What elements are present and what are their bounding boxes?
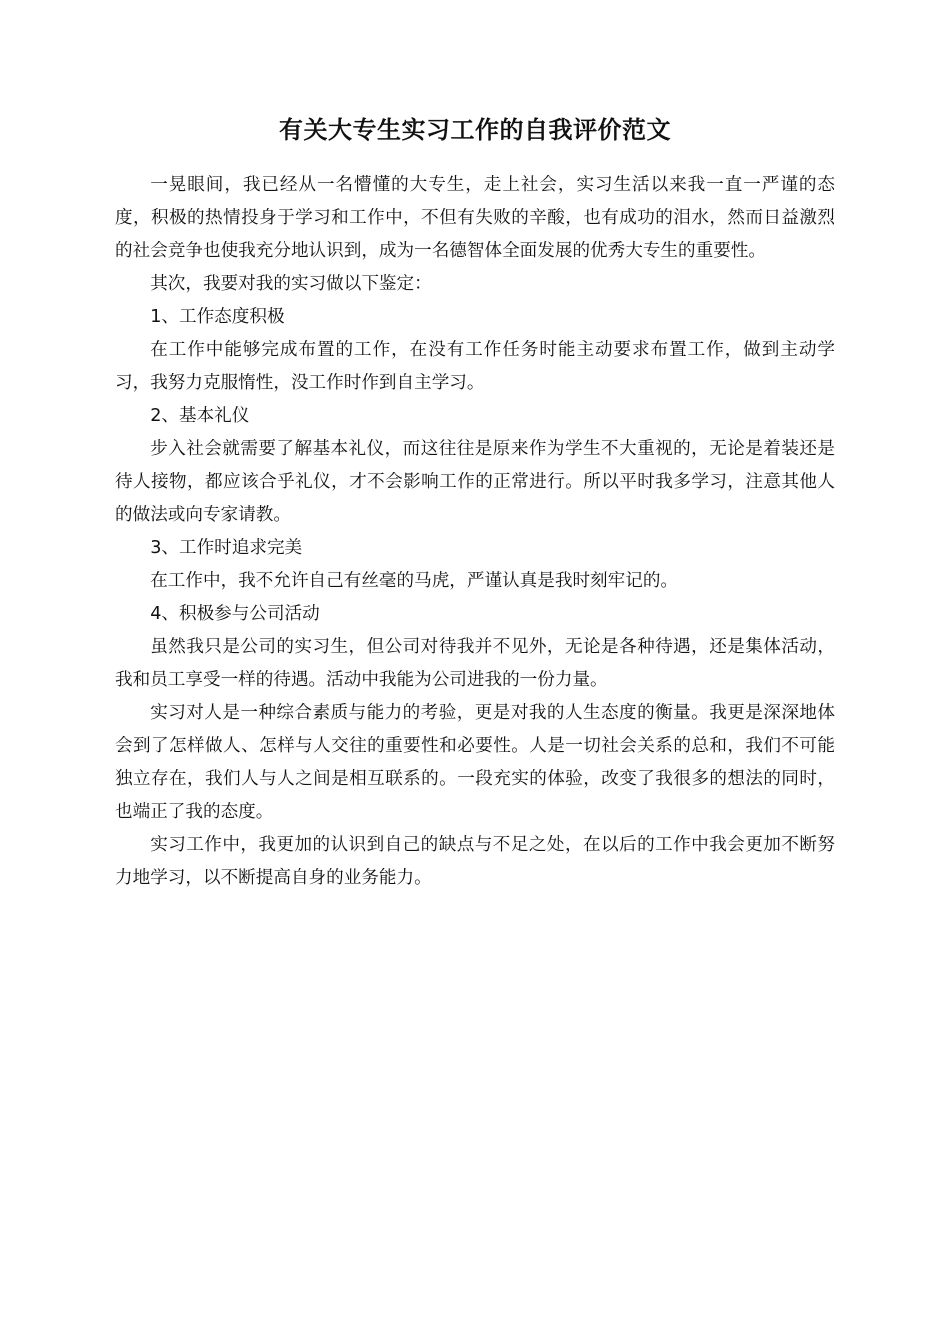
section-heading-perfection: 3、工作时追求完美	[150, 538, 303, 558]
paragraph-conclusion: 实习工作中，我更加的认识到自己的缺点与不足之处，在以后的工作中我会更加不断努力地学习，以不断提高自身的业务能力。	[115, 835, 835, 888]
document-title: 有关大专生实习工作的自我评价范文	[279, 116, 671, 144]
paragraph-etiquette: 步入社会就需要了解基本礼仪，而这往往是原来作为学生不大重视的，无论是着装还是待人接物，都应该合乎礼仪，才不会影响工作的正常进行。所以平时我多学习，注意其他人的做法或向专家请教。	[115, 439, 835, 525]
paragraph-intro: 一晃眼间，我已经从一名懵懂的大专生，走上社会，实习生活以来我一直一严谨的态度，积极的热情投身于学习和工作中，不但有失败的辛酸，也有成功的泪水，然而日益激烈的社会竞争也使我充分地认识到，成为一名德智体全面发展的优秀大专生的重要性。	[115, 175, 835, 261]
section-heading-etiquette: 2、基本礼仪	[150, 406, 250, 426]
paragraph-company-activities: 虽然我只是公司的实习生，但公司对待我并不见外，无论是各种待遇，还是集体活动，我和员工享受一样的待遇。活动中我能为公司进我的一份力量。	[115, 637, 835, 690]
paragraph-perfection: 在工作中，我不允许自己有丝毫的马虎，严谨认真是我时刻牢记的。	[150, 571, 679, 591]
paragraph-appraisal-lead: 其次，我要对我的实习做以下鉴定：	[150, 274, 432, 294]
paragraph-work-attitude: 在工作中能够完成布置的工作，在没有工作任务时能主动要求布置工作，做到主动学习，我努力克服惰性，没工作时作到自主学习。	[115, 340, 835, 393]
section-heading-work-attitude: 1、工作态度积极	[150, 307, 285, 327]
paragraph-reflection: 实习对人是一种综合素质与能力的考验，更是对我的人生态度的衡量。我更是深深地体会到了怎样做人、怎样与人交往的重要性和必要性。人是一切社会关系的总和，我们不可能独立存在，我们人与人之间是相互联系的。一段充实的体验，改变了我很多的想法的同时，也端正了我的态度。	[115, 703, 835, 822]
section-heading-company-activities: 4、积极参与公司活动	[150, 604, 320, 624]
document-body	[115, 169, 835, 895]
